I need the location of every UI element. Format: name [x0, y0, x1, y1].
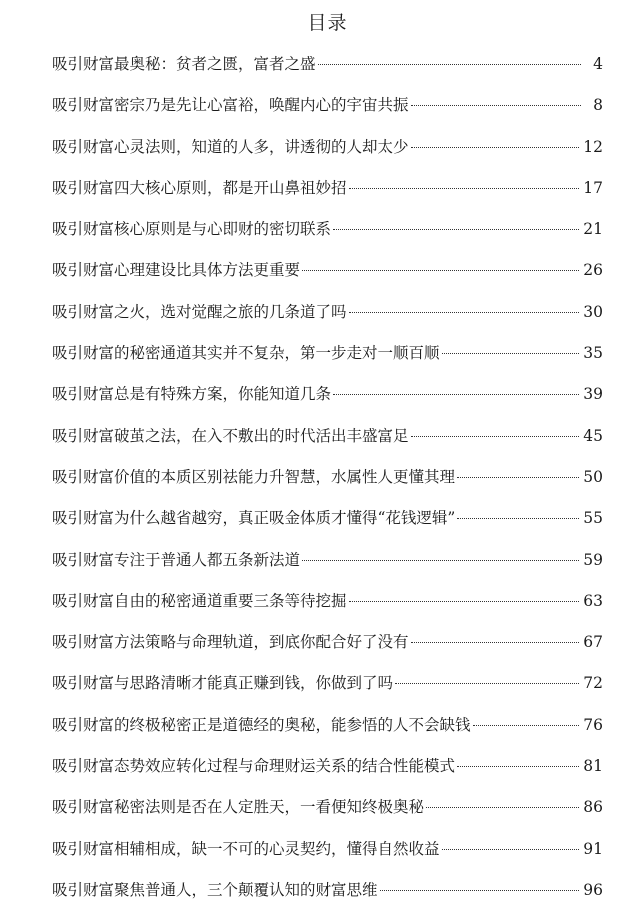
toc-leader-dots [349, 601, 580, 602]
toc-leader-dots [380, 890, 580, 891]
toc-entry-text: 吸引财富密宗乃是先让心富裕，唤醒内心的宇宙共振 [52, 96, 409, 115]
toc-leader-dots [457, 766, 579, 767]
toc-entry-page-number: 8 [593, 96, 603, 115]
toc-leader-dots [349, 188, 580, 189]
toc-entry-page-number: 4 [593, 55, 603, 73]
toc-leader-dots [411, 105, 581, 106]
toc-entry-page-number: 72 [583, 674, 603, 693]
toc-entry-text: 吸引财富相辅相成，缺一不可的心灵契约，懂得自然收益 [52, 839, 440, 858]
toc-entry-text: 吸引财富之火，选对觉醒之旅的几条道了吗 [52, 302, 347, 321]
toc-entry[interactable] [52, 540, 603, 581]
toc-entry[interactable] [52, 622, 603, 663]
toc-entry-page-number: 86 [583, 798, 603, 817]
toc-entry-text: 吸引财富聚焦普通人，三个颠覆认知的财富思维 [52, 880, 378, 899]
toc-entry-page-number: 26 [583, 261, 603, 280]
toc-entry-page-number: 81 [583, 757, 603, 776]
toc-entry[interactable] [52, 44, 603, 85]
toc-entry-page-number: 76 [583, 715, 603, 734]
toc-entry-text: 吸引财富态势效应转化过程与命理财运关系的结合性能模式 [52, 757, 456, 776]
toc-entry[interactable] [52, 498, 603, 539]
toc-entry-page-number: 50 [583, 467, 603, 486]
toc-entry[interactable] [52, 457, 603, 498]
toc-leader-dots [302, 560, 579, 561]
toc-title: 目录 [307, 12, 348, 34]
toc-entry[interactable] [52, 581, 603, 622]
toc-entry-page-number: 45 [583, 426, 603, 445]
toc-entry[interactable] [52, 416, 603, 457]
toc-entry[interactable] [52, 870, 603, 911]
toc-leader-dots [457, 518, 579, 519]
toc-entry-text: 吸引财富破茧之法，在入不敷出的时代活出丰盛富足 [52, 426, 409, 445]
toc-entry[interactable] [52, 746, 603, 787]
toc-entry[interactable] [52, 829, 603, 870]
toc-leader-dots [411, 147, 580, 148]
toc-entry[interactable] [52, 127, 603, 168]
toc-leader-dots [395, 683, 579, 684]
toc-entry-text: 吸引财富秘密法则是否在人定胜天，一看便知终极奥秘 [52, 798, 425, 817]
toc-leader-dots [333, 229, 579, 230]
toc-entry[interactable] [52, 209, 603, 250]
toc-entry-page-number: 91 [583, 839, 603, 858]
toc-leader-dots [442, 849, 580, 850]
toc-entry[interactable] [52, 663, 603, 704]
toc-leader-dots [318, 64, 581, 65]
toc-entry-text: 吸引财富价值的本质区别祛能力升智慧，水属性人更懂其理 [52, 467, 456, 486]
toc-entry-text: 吸引财富总是有特殊方案，你能知道几条 [52, 385, 332, 404]
toc-leader-dots [473, 725, 580, 726]
toc-leader-dots [349, 312, 580, 313]
toc-entry-text: 吸引财富方法策略与命理轨道，到底你配合好了没有 [52, 633, 409, 652]
toc-entry-page-number: 96 [583, 880, 603, 899]
toc-leader-dots [411, 436, 580, 437]
toc-entry[interactable] [52, 374, 603, 415]
toc-entry-page-number: 21 [583, 220, 603, 239]
toc-entry-text: 吸引财富为什么越省越穷，真正吸金体质才懂得“花钱逻辑” [52, 509, 456, 528]
toc-entry[interactable] [52, 250, 603, 291]
toc-list [52, 44, 603, 911]
toc-leader-dots [411, 642, 580, 643]
toc-leader-dots [442, 353, 580, 354]
toc-leader-dots [302, 270, 579, 271]
toc-entry-text: 吸引财富专注于普通人都五条新法道 [52, 550, 301, 569]
toc-entry[interactable] [52, 292, 603, 333]
toc-entry-text: 吸引财富自由的秘密通道重要三条等待挖掘 [52, 591, 347, 610]
toc-entry-text: 吸引财富的终极秘密正是道德经的奥秘，能参悟的人不会缺钱 [52, 715, 471, 734]
toc-entry[interactable] [52, 787, 603, 828]
toc-entry-page-number: 59 [583, 550, 603, 569]
toc-entry-page-number: 35 [583, 344, 603, 363]
toc-entry-text: 吸引财富核心原则是与心即财的密切联系 [52, 220, 332, 239]
toc-entry-text: 吸引财富四大核心原则，都是开山鼻祖妙招 [52, 178, 347, 197]
toc-entry-page-number: 39 [583, 385, 603, 404]
toc-entry[interactable] [52, 705, 603, 746]
toc-entry-page-number: 12 [583, 137, 603, 156]
toc-entry-page-number: 67 [583, 633, 603, 652]
toc-entry-text: 吸引财富最奥秘：贫者之匮，富者之盛 [52, 55, 316, 73]
toc-entry-page-number: 55 [583, 509, 603, 528]
toc-entry-page-number: 30 [583, 302, 603, 321]
toc-entry-text: 吸引财富心理建设比具体方法更重要 [52, 261, 301, 280]
toc-entry[interactable] [52, 168, 603, 209]
toc-leader-dots [457, 477, 579, 478]
toc-entry-text: 吸引财富的秘密通道其实并不复杂，第一步走对一顺百顺 [52, 344, 440, 363]
toc-entry-page-number: 63 [583, 591, 603, 610]
toc-entry[interactable] [52, 333, 603, 374]
toc-leader-dots [426, 807, 579, 808]
toc-entry[interactable] [52, 85, 603, 126]
toc-entry-page-number: 17 [583, 178, 603, 197]
toc-leader-dots [333, 394, 579, 395]
toc-entry-text: 吸引财富心灵法则，知道的人多，讲透彻的人却太少 [52, 137, 409, 156]
toc-entry-text: 吸引财富与思路清晰才能真正赚到钱，你做到了吗 [52, 674, 394, 693]
